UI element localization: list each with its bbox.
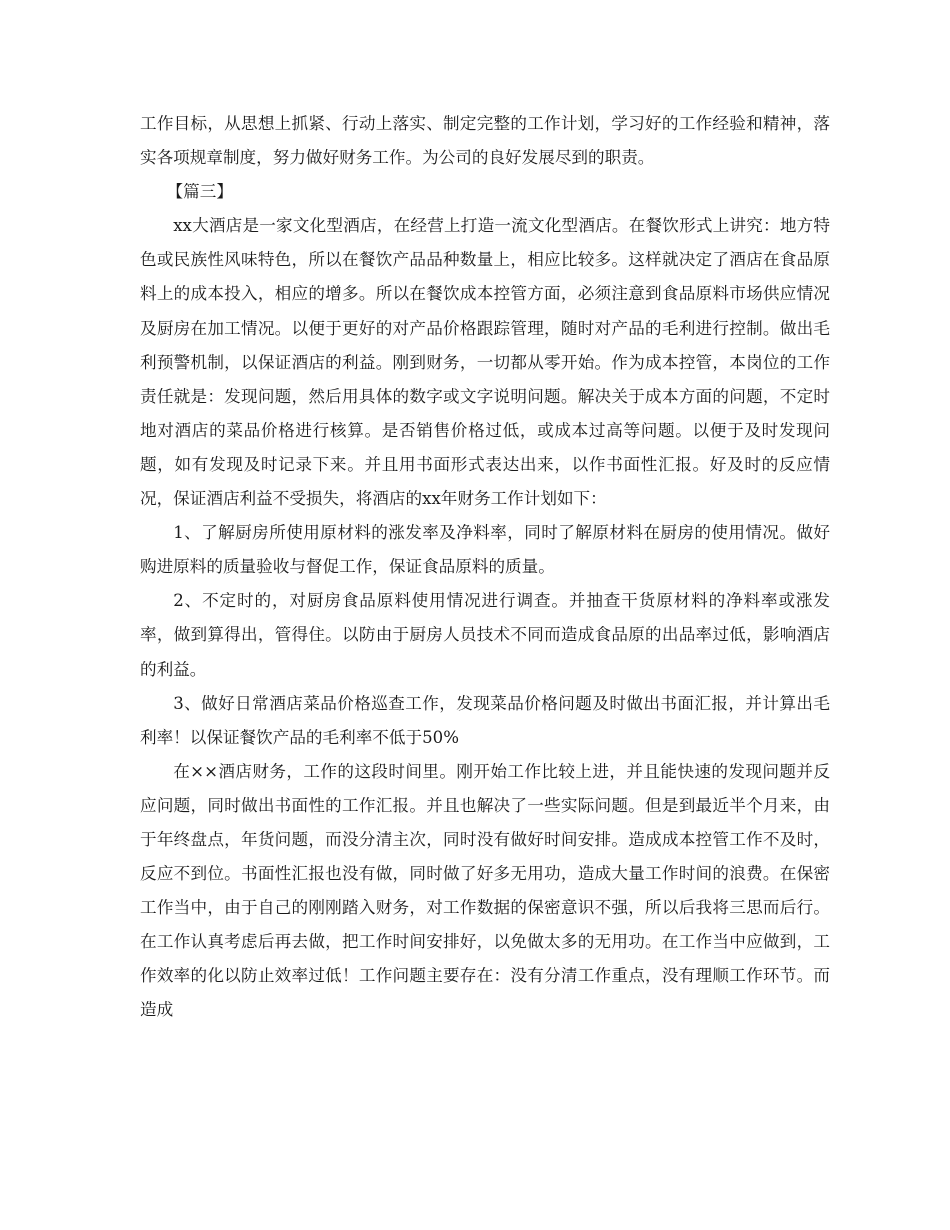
list-item-3: 3、做好日常酒店菜品价格巡查工作，发现菜品价格问题及时做出书面汇报，并计算出毛利率！以保证餐饮产品的毛利率不低于50% [140,693,830,747]
paragraph-review: 在××酒店财务，工作的这段时间里。刚开始工作比较上进，并且能快速的发现问题并反应问题，同时做出书面性的工作汇报。并且也解决了一些实际问题。但是到最近半个月来，由于年终盘点，年货问题，而没分清主次，同时没有做好时间安排。造成成本控管工作不及时，反应不到位。书面性汇报也没有做，同时做了好多无用功，造成大量工作时间的浪费。在保密工作当中，由于自己的刚刚踏入财务，对工作数据的保密意识不强，所以后我将三思而后行。在工作认真考虑后再去做，把工作时间安排好，以免做太多的无用功。在工作当中应做到，工作效率的化以防止效率过低！工作问题主要存在：没有分清工作重点，没有理顺工作环节。而造成 [140,761,830,1020]
paragraph-intro: xx大酒店是一家文化型酒店，在经营上打造一流文化型酒店。在餐饮形式上讲究：地方特色或民族性风味特色，所以在餐饮产品品种数量上，相应比较多。这样就决定了酒店在食品原料上的成本投入，相应的增多。所以在餐饮成本控管方面，必须注意到食品原料市场供应情况及厨房在加工情况。以便于更好的对产品价格跟踪管理，随时对产品的毛利进行控制。做出毛利预警机制，以保证酒店的利益。刚到财务，一切都从零开始。作为成本控管，本岗位的工作责任就是：发现问题，然后用具体的数字或文字说明问题。解决关于成本方面的问题，不定时地对酒店的菜品价格进行核算。是否销售价格过低，或成本过高等问题。以便于及时发现问题，如有发现及时记录下来。并且用书面形式表达出来，以作书面性汇报。好及时的反应情况，保证酒店利益不受损失，将酒店的xx年财务工作计划如下： [140,216,830,509]
list-item-2: 2、不定时的，对厨房食品原料使用情况进行调查。并抽查干货原材料的净料率或涨发率，做到算得出，管得住。以防由于厨房人员技术不同而造成食品原的出品率过低，影响酒店的利益。 [140,591,830,679]
list-item-1: 1、了解厨房所使用原材料的涨发率及净料率，同时了解原材料在厨房的使用情况。做好购进原料的质量验收与督促工作，保证食品原料的质量。 [140,523,830,577]
document-body [140,107,830,1028]
paragraph-continuation: 工作目标，从思想上抓紧、行动上落实、制定完整的工作计划，学习好的工作经验和精神，落实各项规章制度，努力做好财务工作。为公司的良好发展尽到的职责。 [140,114,830,168]
section-heading: 【篇三】 [166,182,233,202]
